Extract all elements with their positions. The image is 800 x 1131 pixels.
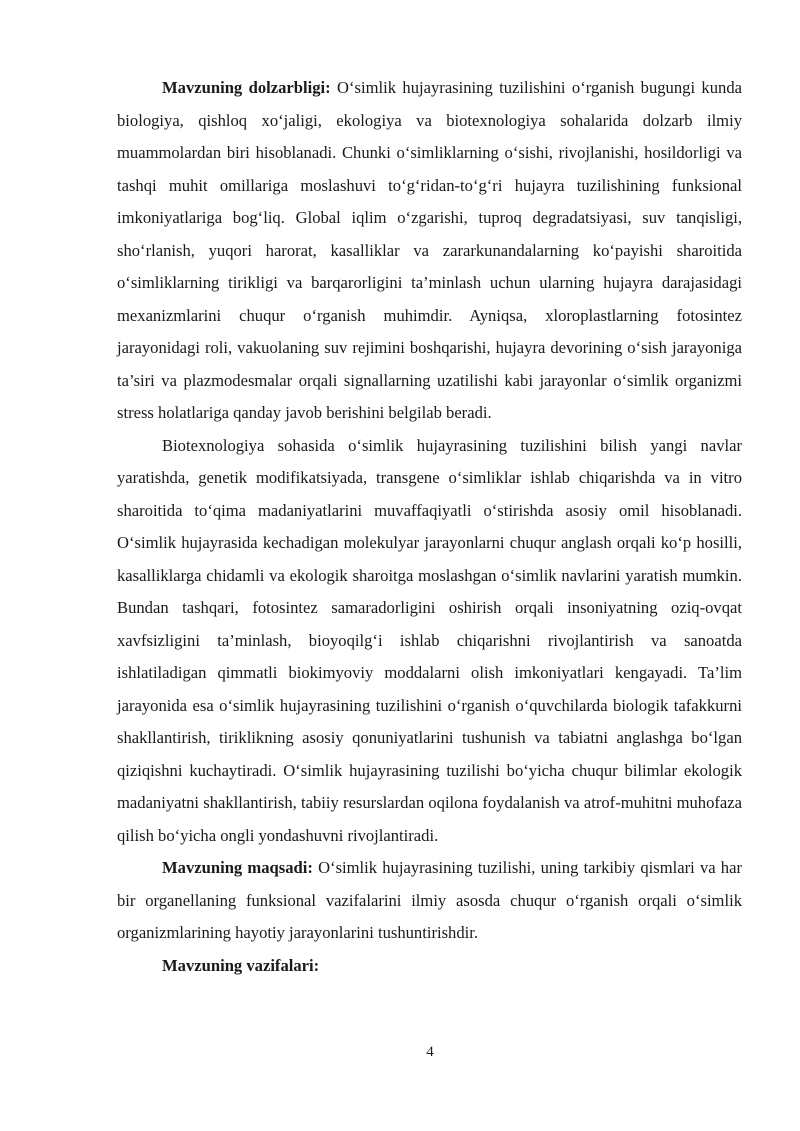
goal-heading: Mavzuning maqsadi: <box>162 858 313 877</box>
relevance-text: O‘simlik hujayrasining tuzilishini o‘rganish bugungi kunda biologiya, qishloq xo‘jaligi, ekologiya va biotexnologiya sohalarida dolzarb ilmiy muammolardan biri hisoblanadi. Chunki o‘simliklarning o‘sishi, rivojlanishi, hosildorligi va tashqi muhit omillariga moslashuvi to‘g‘ridan-to‘g‘ri hujayra tuzilishining funksional imkoniyatlariga bog‘liq. Global iqlim o‘zgarishi, tuproq degradatsiyasi, suv tanqisligi, sho‘rlanish, yuqori harorat, kasalliklar va zararkunandalarning ko‘payishi sharoitida o‘simliklarning tirikligi va barqarorligini ta’minlash uchun ularning hujayra darajasidagi mexanizmlarini chuqur o‘rganish muhimdir. Ayniqsa, xloroplastlarning fotosintez jarayonidagi roli, vakuolaning suv rejimini boshqarishi, hujayra devorining o‘sish jarayoniga ta’siri va plazmodesmalar orqali signallarning uzatilishi kabi jarayonlar o‘simlik organizmi stress holatlariga qanday javob berishini belgilab beradi. <box>117 78 742 422</box>
biotechnology-text: Biotexnologiya sohasida o‘simlik hujayrasining tuzilishini bilish yangi navlar yaratishda, genetik modifikatsiyada, transgene o‘simliklar ishlab chiqarishda va in vitro sharoitida to‘qima madaniyatlarini muvaffaqiyatli o‘stirishda asosiy omil hisoblanadi. O‘simlik hujayrasida kechadigan molekulyar jarayonlarni chuqur anglash orqali ko‘p hosilli, kasalliklarga chidamli va ekologik sharoitga moslashgan o‘simlik navlarini yaratish mumkin. Bundan tashqari, fotosintez samaradorligini oshirish orqali insoniyatning oziq-ovqat xavfsizligini ta’minlash, bioyoqilg‘i ishlab chiqarishni rivojlantirish va sanoatda ishlatiladigan qimmatli biokimyoviy moddalarni olish imkoniyatlari kengayadi. Ta’lim jarayonida esa o‘simlik hujayrasining tuzilishini o‘rganish o‘quvchilarda biologik tafakkurni shakllantirish, tiriklikning asosiy qonuniyatlarini tushunish va tabiatni anglashga bo‘lgan qiziqishni kuchaytiradi. O‘simlik hujayrasining tuzilishi bo‘yicha chuqur bilimlar ekologik madaniyatni shakllantirish, tabiiy resurslardan oqilona foydalanish va atrof-muhitni muhofaza qilish bo‘yicha ongli yondashuvni rivojlantiradi. <box>117 435 742 845</box>
page-number: 4 <box>426 1044 434 1060</box>
paragraph-goal <box>117 852 742 950</box>
page-body <box>117 72 742 982</box>
paragraph-biotechnology <box>117 430 742 853</box>
paragraph-relevance <box>117 72 742 430</box>
relevance-heading: Mavzuning dolzarbligi: <box>162 78 331 97</box>
paragraph-tasks <box>117 950 742 983</box>
goal-text: O‘simlik hujayrasining tuzilishi, uning tarkibiy qismlari va har bir organellaning funksional vazifalarini ilmiy asosda chuqur o‘rganish orqali o‘simlik organizmlarining hayotiy jarayonlarini tushuntirishdir. <box>117 858 742 942</box>
tasks-heading: Mavzuning vazifalari: <box>162 955 320 975</box>
